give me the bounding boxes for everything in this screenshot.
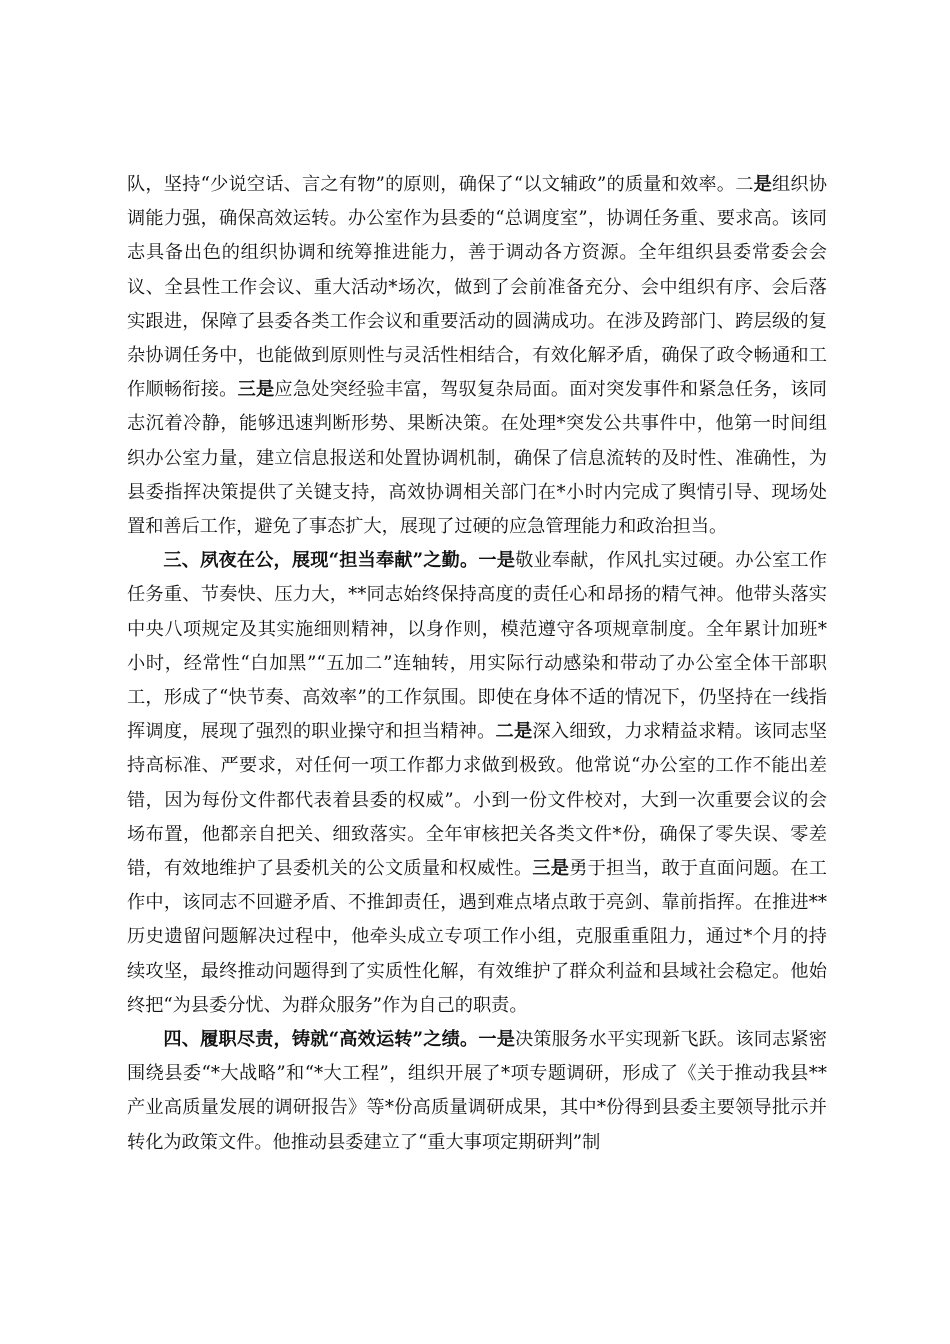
text-run: 深入细致，力求精益求精。该同志坚持高标准、严要求，对任何一项工作都力求做到极致。他常说“办公室的工作不能出差错，因为每份文件都代表着县委的权威”。小到一份文件校对，大到一次重要会议的会场布置，他都亲自把关、细致落实。全年审核把关各类文件*份，确保了零失误、零差错，有效地维护了县委机关的公文质量和权威性。 (127, 721, 827, 880)
text-run: 勇于担当，敢于直面问题。在工作中，该同志不回避矛盾、不推卸责任，遇到难点堵点敢于亮剑、靠前指挥。在推进**历史遗留问题解决过程中，他牵头成立专项工作小组，克服重重阻力，通过*个月的持续攻坚，最终推动问题得到了实质性化解，有效维护了群众利益和县域社会稳定。他始终把“为县委分忧、为群众服务”作为自己的职责。 (127, 858, 827, 1016)
bold-marker: 是 (753, 174, 772, 195)
section-heading: 四、履职尽责，铸就“高效运转”之绩。一是 (163, 1029, 516, 1051)
document-body (127, 168, 827, 1160)
bold-marker: 二是 (495, 721, 533, 743)
paragraph-section-three (127, 544, 827, 1023)
text-run: 决策服务水平实现新飞跃。该同志紧密围绕县委“*大战略”和“*大工程”，组织开展了*项专题调研，形成了《关于推动我县**产业高质量发展的调研报告》等*份高质量调研成果，其中*份得到县委主要领导批示并转化为政策文件。他推动县委建立了“重大事项定期研判”制 (127, 1029, 827, 1153)
paragraph-continuation (127, 168, 827, 544)
text-run: 队，坚持“少说空话、言之有物”的原则，确保了“以文辅政”的质量和效率。二 (127, 174, 754, 195)
section-heading: 三、夙夜在公，展现“担当奉献”之勤。一是 (163, 550, 516, 572)
paragraph-section-four (127, 1023, 827, 1160)
text-run: 应急处突经验丰富，驾驭复杂局面。面对突发事件和紧急任务，该同志沉着冷静，能够迅速判断形势、果断决策。在处理*突发公共事件中，他第一时间组织办公室力量，建立信息报送和处置协调机制，确保了信息流转的及时性、准确性，为县委指挥决策提供了关键支持，高效协调相关部门在*小时内完成了舆情引导、现场处置和善后工作，避免了事态扩大，展现了过硬的应急管理能力和政治担当。 (127, 379, 827, 538)
bold-marker: 三是 (532, 858, 570, 880)
bold-marker: 三是 (237, 379, 275, 401)
text-run: 组织协调能力强，确保高效运转。办公室作为县委的“总调度室”，协调任务重、要求高。该同志具备出色的组织协调和统筹推进能力，善于调动各方资源。全年组织县委常委会会议、全县性工作会议、重大活动*场次，做到了会前准备充分、会中组织有序、会后落实跟进，保障了县委各类工作会议和重要活动的圆满成功。在涉及跨部门、跨层级的复杂协调任务中，也能做到原则性与灵活性相结合，有效化解矛盾，确保了政令畅通和工作顺畅衔接。 (127, 174, 827, 401)
text-run: 敬业奉献，作风扎实过硬。办公室工作任务重、节奏快、压力大，**同志始终保持高度的责任心和昂扬的精气神。他带头落实中央八项规定及其实施细则精神，以身作则，模范遵守各项规章制度。全年累计加班*小时，经常性“白加黑”“五加二”连轴转，用实际行动感染和带动了办公室全体干部职工，形成了“快节奏、高效率”的工作氛围。即使在身体不适的情况下，仍坚持在一线指挥调度，展现了强烈的职业操守和担当精神。 (127, 550, 827, 743)
